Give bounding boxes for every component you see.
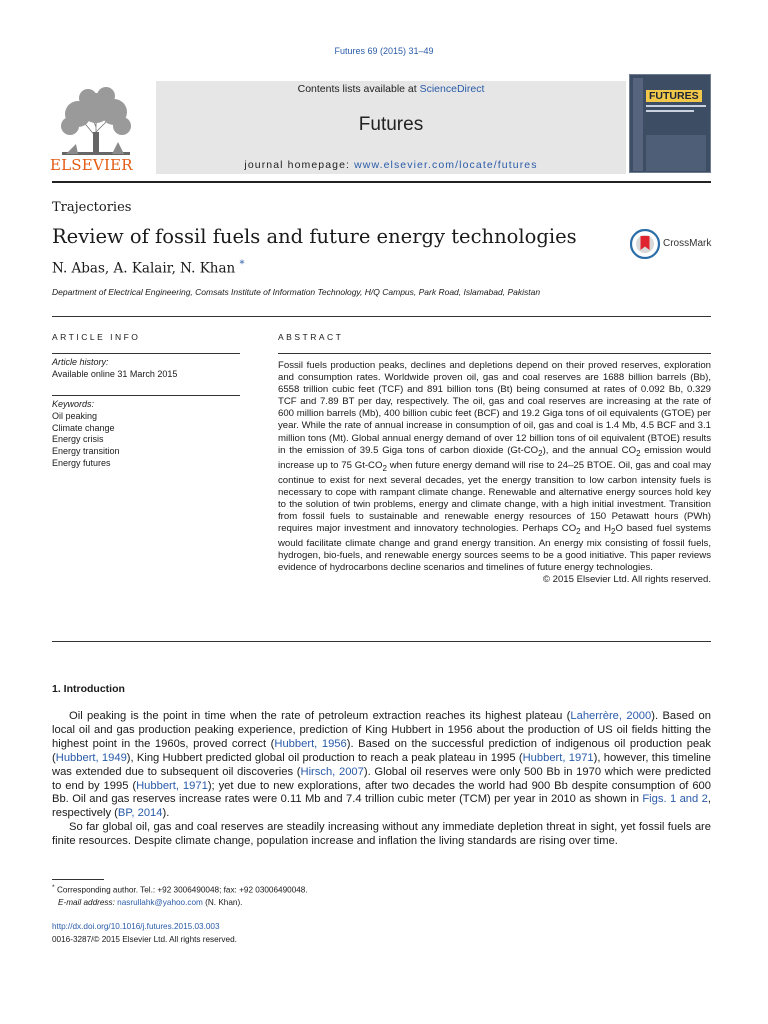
- affiliation-rule: [52, 316, 711, 317]
- abstract-segment: and H: [580, 523, 612, 535]
- citation-link[interactable]: Hubbert, 1971: [522, 751, 594, 764]
- subscript: 2: [611, 526, 616, 536]
- text-segment: ). Based on the successful prediction of indigenous oil production peak (: [52, 737, 711, 764]
- intro-paragraph: So far global oil, gas and coal reserves are steadily increasing without any immediate depletion threat in sight, yet fossil fuels are finite resources. Despite climate change, population increase and inflation the living standards are rising over time.: [52, 821, 711, 848]
- doi-link[interactable]: http://dx.doi.org/10.1016/j.futures.2015.03.003: [52, 922, 220, 931]
- article-footer: [52, 921, 237, 946]
- article-title: Review of fossil fuels and future energy technologies: [52, 225, 577, 248]
- abstract-segment: Fossil fuels production peaks, declines and depletions depend on their proved reserves, exploration and consumption rates. Worldwide proven oil, gas and coal reserves are 1688 billion barrels (Bb), 6558 trillion cubic feet (TCF) and 891 billion tons (Bt) being consumed at rates of 0.092 Bb, 0.329 TCF and 7.89 BT per day, respectively. The oil, gas and coal reserves are increasing at the rate of 600 million barrels (Mb), 400 billion cubic feet (BCF) and 19.2 Giga tons of oil equivalents (GTOE) per year. While the rate of annual increase in consumption of oil, gas and coal is 1.4 Mb, 4.5 BCF and 3.1 million tons (Mt). Global annual energy demand of over 12 billion tons of oil equivalent (BTOE) results in the emission of 39.5 Giga tons of carbon dioxide (Gt-CO: [278, 360, 711, 456]
- authors-text: N. Abas, A. Kalair, N. Khan: [52, 260, 236, 277]
- text-segment: ). Based on local oil and gas production peaking experience, prediction of King Hubbert in 1956 about the production of US oil fields hitting the highest point in the 1960s, proved correct (: [52, 710, 711, 750]
- keywords-block: [52, 399, 120, 470]
- journal-cover-thumbnail[interactable]: [629, 74, 711, 173]
- keyword-item: Oil peaking: [52, 410, 98, 421]
- author-affiliation: Department of Electrical Engineering, Comsats Institute of Information Technology, H/Q Campus, Park Road, Islamabad, Pakistan: [52, 287, 541, 297]
- header-rule: [52, 181, 711, 183]
- abstract-segment: emission would increase up to 75 Gt-CO: [278, 444, 711, 471]
- journal-homepage: [156, 159, 626, 171]
- intro-heading: 1. Introduction: [52, 683, 125, 695]
- citation-link[interactable]: Laherrère, 2000: [570, 710, 652, 722]
- crossmark-badge[interactable]: [630, 229, 714, 259]
- contents-availability: [156, 83, 626, 95]
- article-info-heading: ARTICLE INFO: [52, 332, 141, 342]
- abstract-heading: ABSTRACT: [278, 332, 344, 342]
- abstract-segment: when future energy demand will rise to 24–25 BTOE. Oil, gas and coal may continue to exist for next several decades, yet the energy transition to low carbon intensity fuels is necessary to cope with rampant climate change. Renewable and alternative energy sources hold key to the solution of twin problems, energy and climate change, with a high initial investment. Transition from fossil fuels to sustainable and renewable energy resources of 150 Petawatt hours (PWh) requires major investment and innovatory technologies. Perhaps CO: [278, 459, 711, 535]
- journal-citation-link[interactable]: Futures 69 (2015) 31–49: [334, 46, 434, 56]
- issn-copyright: 0016-3287/© 2015 Elsevier Ltd. All rights reserved.: [52, 934, 237, 944]
- text-segment: ); yet due to new explorations, after two decades the world had 900 Bb despite consumption of 600 Bb. Oil and gas reserves increase rates were 0.11 Mb and 7.4 trillion cubic meter (TCM) per year in 2010 as shown in: [52, 779, 712, 806]
- abstract-rule: [278, 353, 711, 354]
- keyword-item: Energy crisis: [52, 434, 104, 445]
- corresponding-author-marker[interactable]: *: [239, 259, 245, 270]
- footnote-marker: *: [52, 884, 55, 891]
- history-label: Article history:: [52, 357, 109, 367]
- abstract-segment: O based fuel systems would facilitate climate change and grand energy transition. An energy mix consisting of fossil fuels, hydrogen, bio-fuels, and renewable energy sources seems to be a good initiative. This paper reviews evidence of hydrocarbons decline scenarios and timelines of future energy technologies.: [278, 523, 711, 574]
- subscript: 2: [576, 526, 581, 536]
- subscript: 2: [538, 448, 543, 458]
- cover-title: FUTURES: [646, 90, 702, 102]
- text-segment: ), however, this timeline was extended due to subsequent oil discoveries (: [52, 751, 712, 778]
- keywords-rule: [52, 395, 240, 396]
- text-segment: , respectively (: [52, 793, 711, 820]
- citation-link[interactable]: BP, 2014: [117, 807, 163, 820]
- crossmark-label: CrossMark: [663, 238, 712, 249]
- contents-prefix: Contents lists available at: [297, 83, 420, 95]
- homepage-prefix: journal homepage:: [244, 159, 355, 171]
- text-segment: Oil peaking is the point in time when the rate of petroleum extraction reaches its highest plateau (: [69, 710, 571, 722]
- article-history: [52, 357, 177, 381]
- keyword-item: Energy futures: [52, 457, 111, 468]
- journal-name: Futures: [358, 114, 424, 135]
- homepage-link[interactable]: www.elsevier.com/locate/futures: [354, 159, 538, 171]
- email-suffix: (N. Khan).: [202, 898, 243, 908]
- abstract-copyright: © 2015 Elsevier Ltd. All rights reserved.: [542, 574, 711, 586]
- citation-link[interactable]: Hirsch, 2007: [300, 765, 364, 778]
- citation-link[interactable]: Hubbert, 1949: [55, 751, 127, 764]
- abstract-end-rule: [52, 641, 711, 642]
- author-list: [52, 259, 245, 277]
- sciencedirect-link[interactable]: ScienceDirect: [419, 83, 485, 95]
- keyword-item: Climate change: [52, 422, 115, 433]
- text-segment: ). Global oil reserves were only 500 Bb in 1970 which were predicted to end by 1995 (: [52, 765, 711, 792]
- email-link[interactable]: nasrullahk@yahoo.com: [117, 898, 203, 908]
- citation-link[interactable]: Hubbert, 1956: [274, 737, 347, 750]
- footnote-line: [52, 897, 308, 910]
- figure-link[interactable]: Figs. 1 and 2: [642, 793, 708, 806]
- keywords-label: Keywords:: [52, 399, 95, 409]
- text-segment: ), King Hubbert predicted global oil production to reach a peak plateau in 1995 (: [126, 751, 523, 764]
- text-segment: ).: [162, 807, 170, 820]
- article-info-rule: [52, 353, 240, 354]
- intro-paragraph: [52, 710, 711, 821]
- footnote-line: [52, 882, 308, 897]
- footnote-rule: [52, 879, 104, 880]
- citation-link[interactable]: Hubbert, 1971: [136, 779, 208, 792]
- history-value: Available online 31 March 2015: [52, 368, 178, 379]
- email-label: E-mail address:: [58, 898, 115, 908]
- abstract-text: [278, 360, 711, 586]
- subscript: 2: [382, 463, 387, 473]
- contact-details: Corresponding author. Tel.: +92 3006490048; fax: +92 03006490048.: [56, 885, 308, 895]
- subscript: 2: [636, 448, 641, 458]
- corresponding-author-footnote: [52, 882, 308, 910]
- intro-body: [52, 710, 711, 849]
- keyword-item: Energy transition: [52, 446, 120, 457]
- abstract-segment: ), and the annual CO: [542, 444, 637, 456]
- elsevier-wordmark: ELSEVIER: [50, 156, 133, 174]
- article-section-label: Trajectories: [52, 200, 132, 215]
